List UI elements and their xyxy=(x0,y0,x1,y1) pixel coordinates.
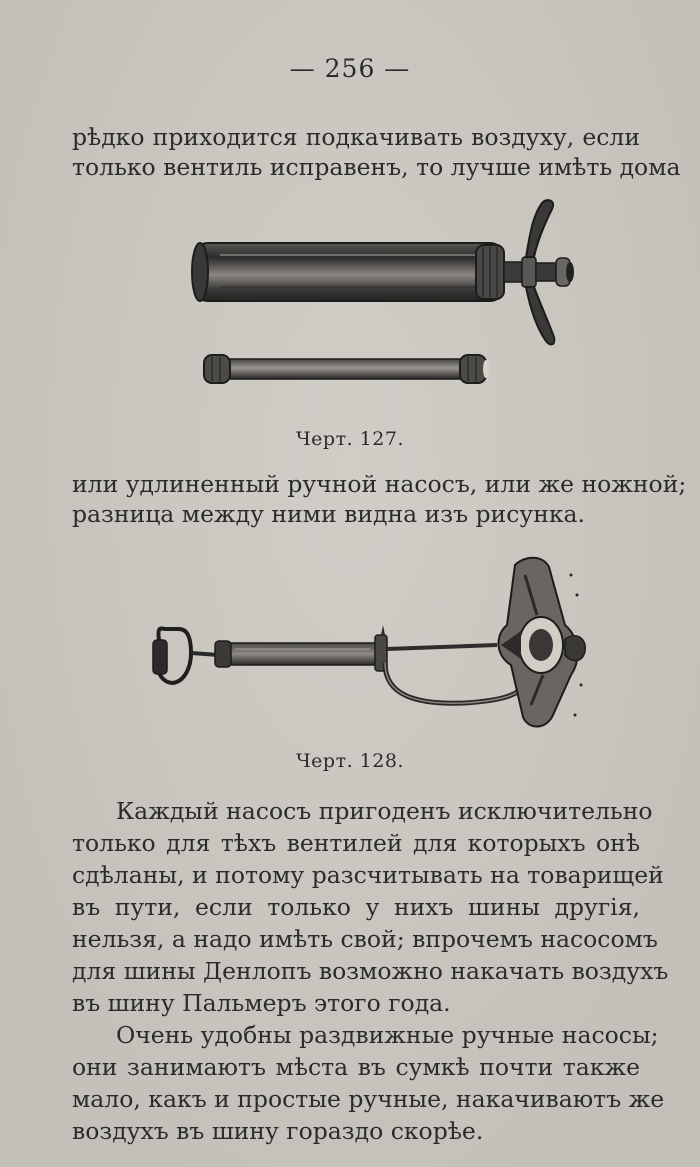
hand-pump-figure xyxy=(180,195,580,395)
text-line: воздухъ въ шину гораздо скорѣе. xyxy=(72,1117,484,1145)
foot-pump-base xyxy=(498,558,585,727)
foot-pump-barrel xyxy=(215,625,387,671)
foot-pump-figure xyxy=(145,545,590,740)
text-line: для шины Денлопъ возможно накачать воздухъ xyxy=(72,957,669,985)
text-line: только вентиль исправенъ, то лучше имѣть дома xyxy=(72,153,681,181)
text-line: нельзя, а надо имѣть свой; впрочемъ насосомъ xyxy=(72,925,658,953)
text-line: въ пути, если только у нихъ шины другія, xyxy=(72,893,640,921)
pump-barrel xyxy=(192,243,504,301)
page-number: — 256 — xyxy=(289,54,411,83)
pump-stirrup-handle xyxy=(153,629,219,683)
text-line: Каждый насосъ пригоденъ исключительно xyxy=(116,797,653,825)
text-line: сдѣланы, и потому разсчитывать на товарищей xyxy=(72,861,664,889)
text-line: въ шину Пальмеръ этого года. xyxy=(72,989,451,1017)
text-line: мало, какъ и простые ручные, накачиваютъ же xyxy=(72,1085,665,1113)
text-line: они занимаютъ мѣста въ сумкѣ почти также xyxy=(72,1053,640,1081)
figure-caption: Черт. 128. xyxy=(296,750,404,772)
text-line: только для тѣхъ вентилей для которыхъ онѣ xyxy=(72,829,640,857)
pump-valve-stem xyxy=(504,257,574,287)
text-line: или удлиненный ручной насосъ, или же ножной; xyxy=(72,470,687,498)
figure-caption: Черт. 127. xyxy=(296,428,404,450)
pump-extension-tube xyxy=(204,355,489,383)
text-line: Очень удобны раздвижные ручные насосы; xyxy=(116,1021,659,1049)
text-line: рѣдко приходится подкачивать воздуху, если xyxy=(72,123,640,151)
text-line: разница между ними видна изъ рисунка. xyxy=(72,500,586,528)
